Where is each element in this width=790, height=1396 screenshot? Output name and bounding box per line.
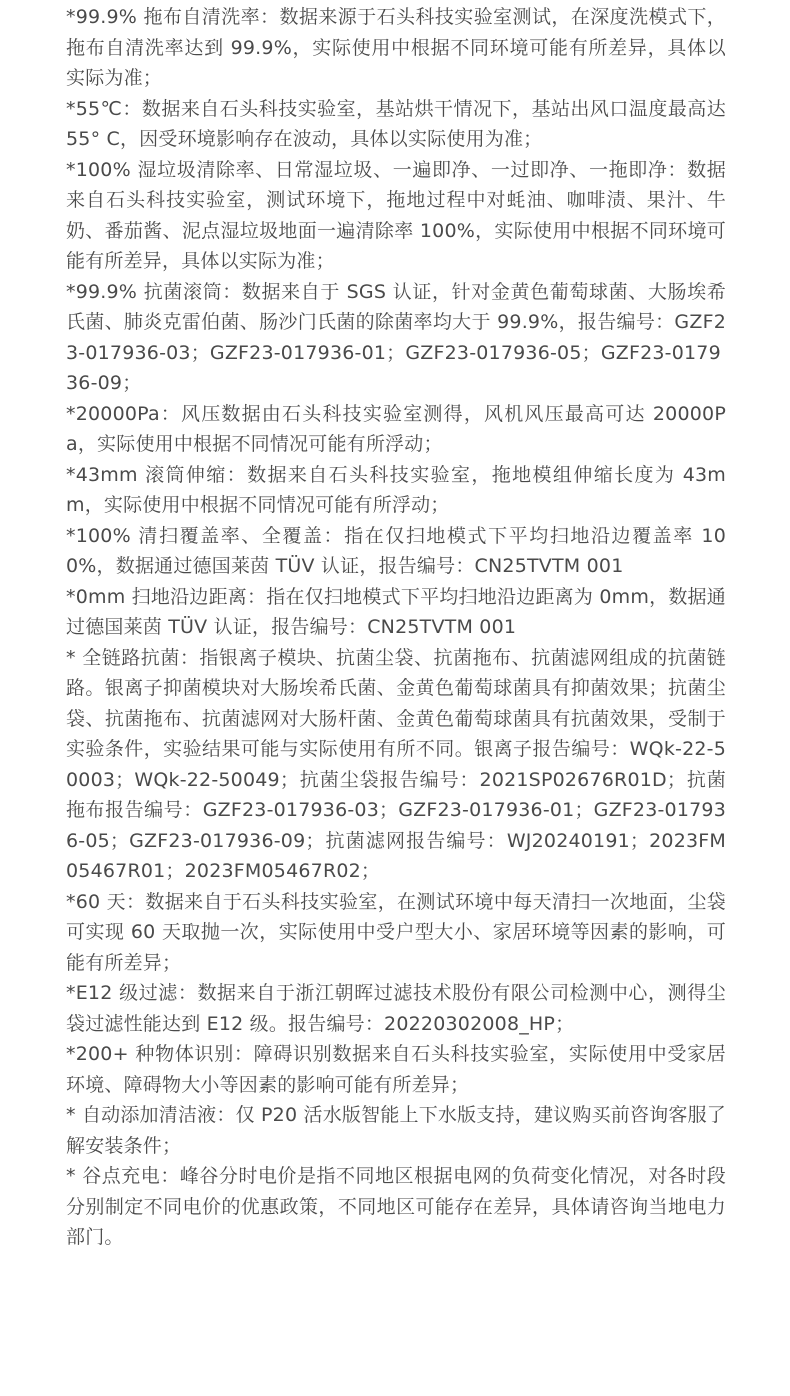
note-edge-distance: *0mm 扫地沿边距离：指在仅扫地模式下平均扫地沿边距离为 0mm，数据通过德国莱茵 TÜV 认证，报告编号：CN25TVTM 001 bbox=[66, 585, 726, 638]
note-antibacterial-roller: *99.9% 抗菌滚筒：数据来自于 SGS 认证，针对金黄色葡萄球菌、大肠埃希氏菌、肺炎克雷伯菌、肠沙门氏菌的除菌率均大于 99.9%，报告编号：GZF23-017936-03；GZF23-017936-01；GZF23-017936-05；GZF23-017936-09； bbox=[66, 280, 726, 394]
note-wet-debris-removal: *100% 湿垃圾清除率、日常湿垃圾、一遍即净、一过即净、一拖即净：数据来自石头科技实验室，测试环境下，拖地过程中对蚝油、咖啡渍、果汁、牛奶、番茄酱、泥点湿垃圾地面一遍清除率 100%，实际使用中根据不同环境可能有所差异，具体以实际为准； bbox=[66, 158, 726, 272]
note-off-peak-charging: * 谷点充电：峰谷分时电价是指不同地区根据电网的负荷变化情况，对各时段分别制定不同电价的优惠政策，不同地区可能存在差异，具体请咨询当地电力部门。 bbox=[66, 1165, 726, 1248]
note-dust-bag-60-days: *60 天：数据来自于石头科技实验室，在测试环境中每天清扫一次地面，尘袋可实现 60 天取抛一次，实际使用中受户型大小、家居环境等因素的影响，可能有所差异； bbox=[66, 890, 726, 974]
note-roller-extension: *43mm 滚筒伸缩：数据来自石头科技实验室，拖地模组伸缩长度为 43mm，实际使用中根据不同情况可能有所浮动； bbox=[66, 463, 726, 516]
note-coverage-rate: *100% 清扫覆盖率、全覆盖：指在仅扫地模式下平均扫地沿边覆盖率 100%，数据通过德国莱茵 TÜV 认证，报告编号：CN25TVTM 001 bbox=[66, 524, 726, 577]
note-auto-cleaning-solution: * 自动添加清洁液：仅 P20 活水版智能上下水版支持，建议购买前咨询客服了解安装条件； bbox=[66, 1104, 726, 1157]
note-drying-temperature: *55℃：数据来自石头科技实验室，基站烘干情况下，基站出风口温度最高达 55° C，因受环境影响存在波动，具体以实际使用为准； bbox=[66, 97, 726, 150]
note-e12-filtration: *E12 级过滤：数据来自于浙江朝晖过滤技术股份有限公司检测中心，测得尘袋过滤性能达到 E12 级。报告编号：20220302008_HP； bbox=[66, 982, 726, 1035]
note-full-chain-antibacterial: * 全链路抗菌：指银离子模块、抗菌尘袋、抗菌拖布、抗菌滤网组成的抗菌链路。银离子抑菌模块对大肠埃希氏菌、金黄色葡萄球菌具有抑菌效果；抗菌尘袋、抗菌拖布、抗菌滤网对大肠杆菌、金黄色葡萄球菌具有抗菌效果，受制于实验条件，实验结果可能与实际使用有所不同。银离子报告编号：WQk-22-50003；WQk-22-50049；抗菌尘袋报告编号：2021SP02676R01D；抗菌拖布报告编号：GZF23-017936-03；GZF23-017936-01；GZF23-017936-05；GZF23-017936-09；抗菌滤网报告编号：WJ20240191；2023FM05467R01；2023FM05467R02； bbox=[66, 646, 726, 882]
note-object-recognition: *200+ 种物体识别：障碍识别数据来自石头科技实验室，实际使用中受家居环境、障碍物大小等因素的影响可能有所差异； bbox=[66, 1043, 726, 1096]
note-suction-pressure: *20000Pa：风压数据由石头科技实验室测得，风机风压最高可达 20000Pa，实际使用中根据不同情况可能有所浮动； bbox=[66, 402, 726, 455]
disclaimer-notes bbox=[66, 2, 726, 1253]
note-self-cleaning-rate: *99.9% 拖布自清洗率：数据来源于石头科技实验室测试，在深度洗模式下，拖布自清洗率达到 99.9%，实际使用中根据不同环境可能有所差异，具体以实际为准； bbox=[66, 6, 726, 89]
